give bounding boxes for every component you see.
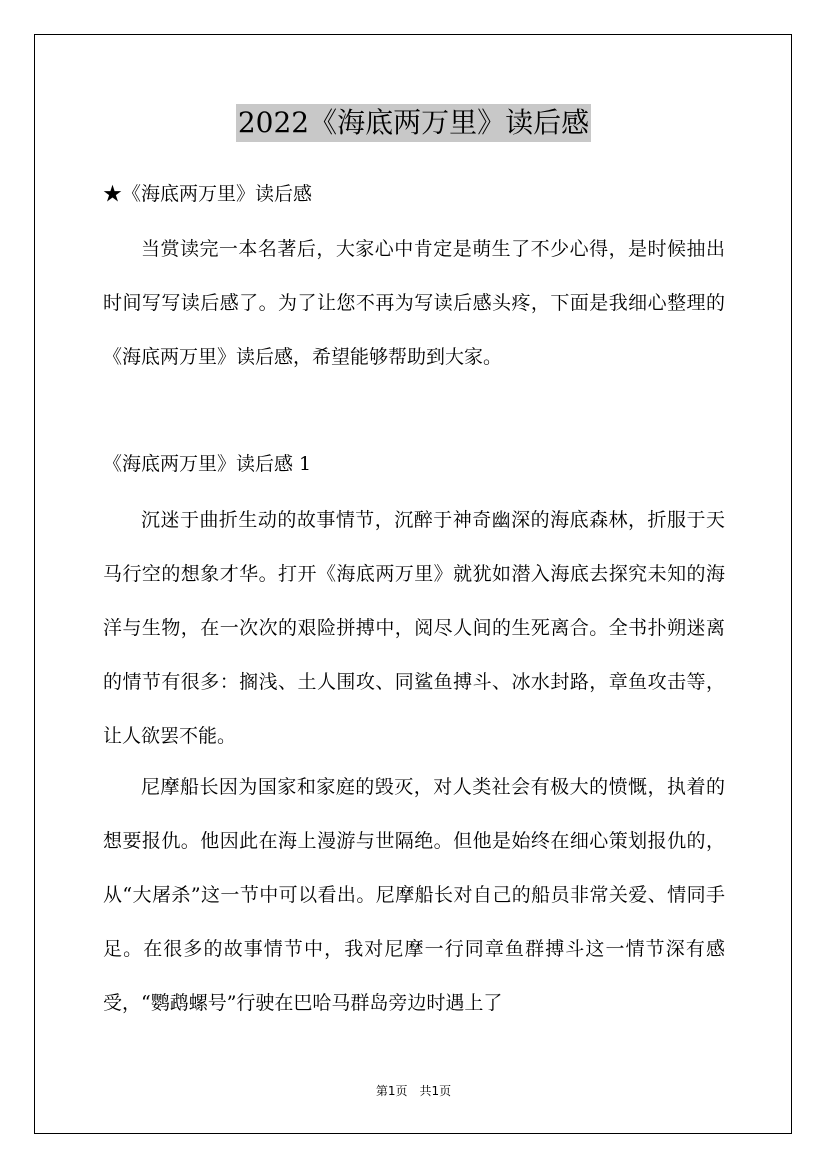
section-heading: 《海底两万里》读后感 1 xyxy=(103,453,312,475)
document-title: 2022《海底两万里》读后感 xyxy=(236,104,591,142)
page-footer xyxy=(0,1082,827,1100)
title-container xyxy=(0,104,827,142)
body-paragraph-2: 尼摩船长因为国家和家庭的毁灭，对人类社会有极大的愤慨，执着的想要报仇。他因此在海上漫游与世隔绝。但他是始终在细心策划报仇的，从“大屠杀”这一节中可以看出。尼摩船长对自己的船员非常关爱、情同手足。在很多的故事情节中，我对尼摩一行同章鱼群搏斗这一情节深有感受，“鹦鹉螺号”行驶在巴哈马群岛旁边时遇上了 xyxy=(103,776,725,1014)
body-paragraph-1: 沉迷于曲折生动的故事情节，沉醉于神奇幽深的海底森林，折服于天马行空的想象才华。打开《海底两万里》就犹如潜入海底去探究未知的海洋与生物，在一次次的艰险拼搏中，阅尽人间的生死离合。全书扑朔迷离的情节有很多：搁浅、土人围攻、同鲨鱼搏斗、冰水封路，章鱼攻击等，让人欲罢不能。 xyxy=(103,509,725,747)
intro-paragraph: 当赏读完一本名著后，大家心中肯定是萌生了不少心得，是时候抽出时间写写读后感了。为了让您不再为写读后感头疼，下面是我细心整理的《海底两万里》读后感，希望能够帮助到大家。 xyxy=(103,238,725,368)
document-subtitle: ★《海底两万里》读后感 xyxy=(103,183,313,205)
page-total-label: 共1页 xyxy=(419,1084,452,1098)
page-number-label: 第1页 xyxy=(375,1084,408,1098)
